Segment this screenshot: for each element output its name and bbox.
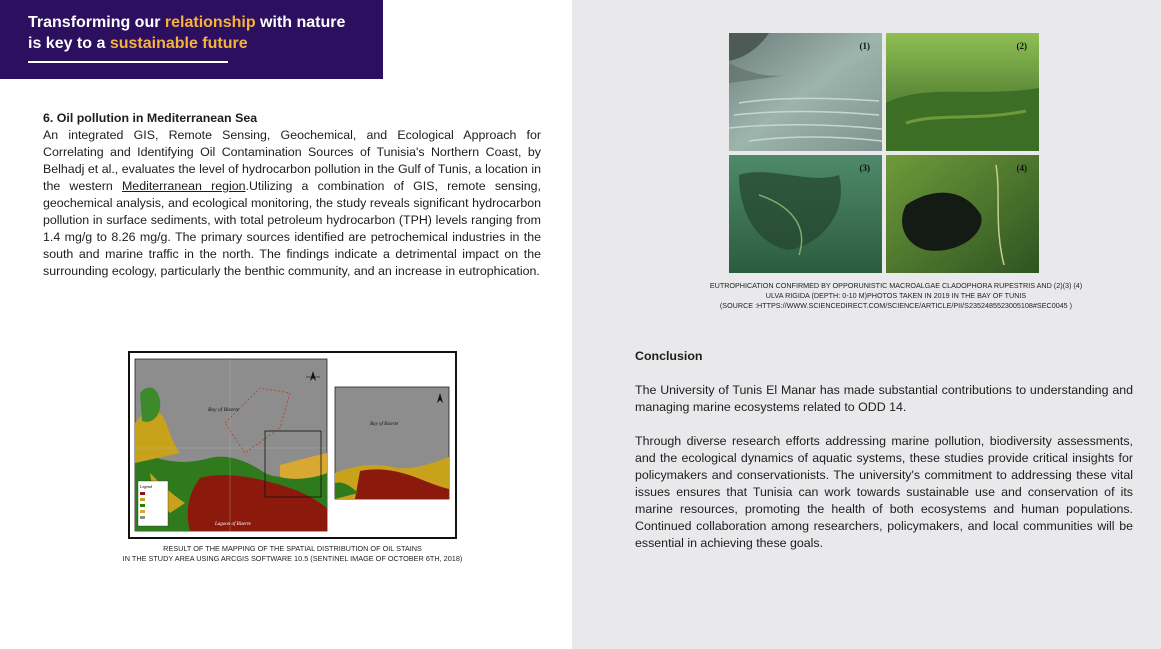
photo-label: (4)	[1016, 163, 1027, 173]
oil-stain-map	[130, 353, 455, 537]
title-banner	[0, 0, 383, 79]
banner-line-1	[28, 12, 383, 33]
photo-label: (2)	[1016, 41, 1027, 51]
banner-accent-text: relationship	[164, 14, 256, 31]
mediterranean-region-link[interactable]: Mediterranean region	[121, 179, 246, 193]
photo-caption-line: ULVA RIGIDA (DEPTH: 0-10 M)PHOTOS TAKEN IN 2019 IN THE BAY OF TUNIS	[765, 291, 1027, 300]
photo-label: (3)	[859, 163, 870, 173]
banner-text: is key to a	[28, 35, 110, 52]
section-body-text: .Utilizing a combination of GIS, remote sensing, geochemical analysis, and ecological monitoring, the study reveals significant hydrocarbon pollution in surface sediments, with total petroleum hydrocarbon (TPH) levels ranging from 1.4 mg/g to 8.26 mg/g. The primary sources identified are petrochemical industries in the south and marine traffic in the north. The findings indicate a detrimental impact on the surrounding ecology, particularly the benthic community, and an increase in eutrophication.	[43, 179, 541, 278]
macroalgae-photo-grid	[729, 33, 1039, 273]
photo-2	[886, 33, 1039, 151]
conclusion-paragraph-1: The University of Tunis El Manar has made substantial contributions to understanding and managing marine ecosystems related to ODD 14.	[635, 383, 1133, 414]
map-bay-label: Bay of Bizerte	[208, 407, 240, 413]
conclusion-section	[635, 348, 1133, 569]
banner-text: Transforming our	[28, 14, 165, 31]
banner-line-2	[28, 33, 383, 54]
map-caption-line: IN THE STUDY AREA USING ARCGIS SOFTWARE 10.5 (SENTINEL IMAGE OF OCTOBER 6TH, 2018)	[122, 553, 463, 563]
map-caption	[80, 544, 505, 563]
photo-3	[729, 155, 882, 273]
section-body-text: An integrated GIS, Remote Sensing, Geochemical, and Ecological Approach for Correlating and Identifying Oil Contamination Sources of Tunisia's Northern Coast, by Belhadj et al., evaluates the level of hydrocarbon pollution in the Gulf of Tunis, a location in the western	[43, 128, 541, 193]
oil-stain-map-figure	[128, 351, 457, 539]
photo-caption-line: EUTROPHICATION CONFIRMED BY OPPORUNISTIC MACROALGAE CLADOPHORA RUPESTRIS AND (2)(3) (4)	[709, 281, 1083, 290]
banner-text: with nature	[255, 14, 346, 31]
conclusion-heading: Conclusion	[635, 349, 703, 363]
photo-caption-line: (SOURCE :HTTPS://WWW.SCIENCEDIRECT.COM/SCIENCE/ARTICLE/PII/S235248552300510​8#SEC0045 )	[719, 301, 1073, 310]
photo-1	[729, 33, 882, 151]
photo-4	[886, 155, 1039, 273]
map-lagoon-label: Lagoon of Bizerte	[215, 522, 251, 527]
oil-pollution-section	[43, 110, 541, 280]
banner-underline	[28, 61, 228, 63]
photo-caption	[680, 281, 1112, 311]
inset-bay-label: Bay of Bizerte	[370, 422, 399, 427]
conclusion-paragraph-2: Through diverse research efforts addressing marine pollution, biodiversity assessments, and the ecological dynamics of aquatic systems, these studies provide critical insights for policymakers and conservationists. The university's commitment to addressing these vital issues ensures that Tunisia can work towards sustainable use and conservation of its marine resources, promoting the health of both ecosystems and human populations. Continued collaboration among researchers, policymakers, and local communities will be essential in achieving these goals.	[635, 434, 1133, 550]
section-body	[43, 127, 541, 280]
map-legend-title: Legend	[140, 484, 152, 489]
photo-label: (1)	[859, 41, 870, 51]
banner-accent-text: sustainable future	[109, 35, 248, 52]
map-caption-line: RESULT OF THE MAPPING OF THE SPATIAL DISTRIBUTION OF OIL STAINS	[163, 544, 422, 553]
section-heading: 6. Oil pollution in Mediterranean Sea	[43, 111, 258, 125]
